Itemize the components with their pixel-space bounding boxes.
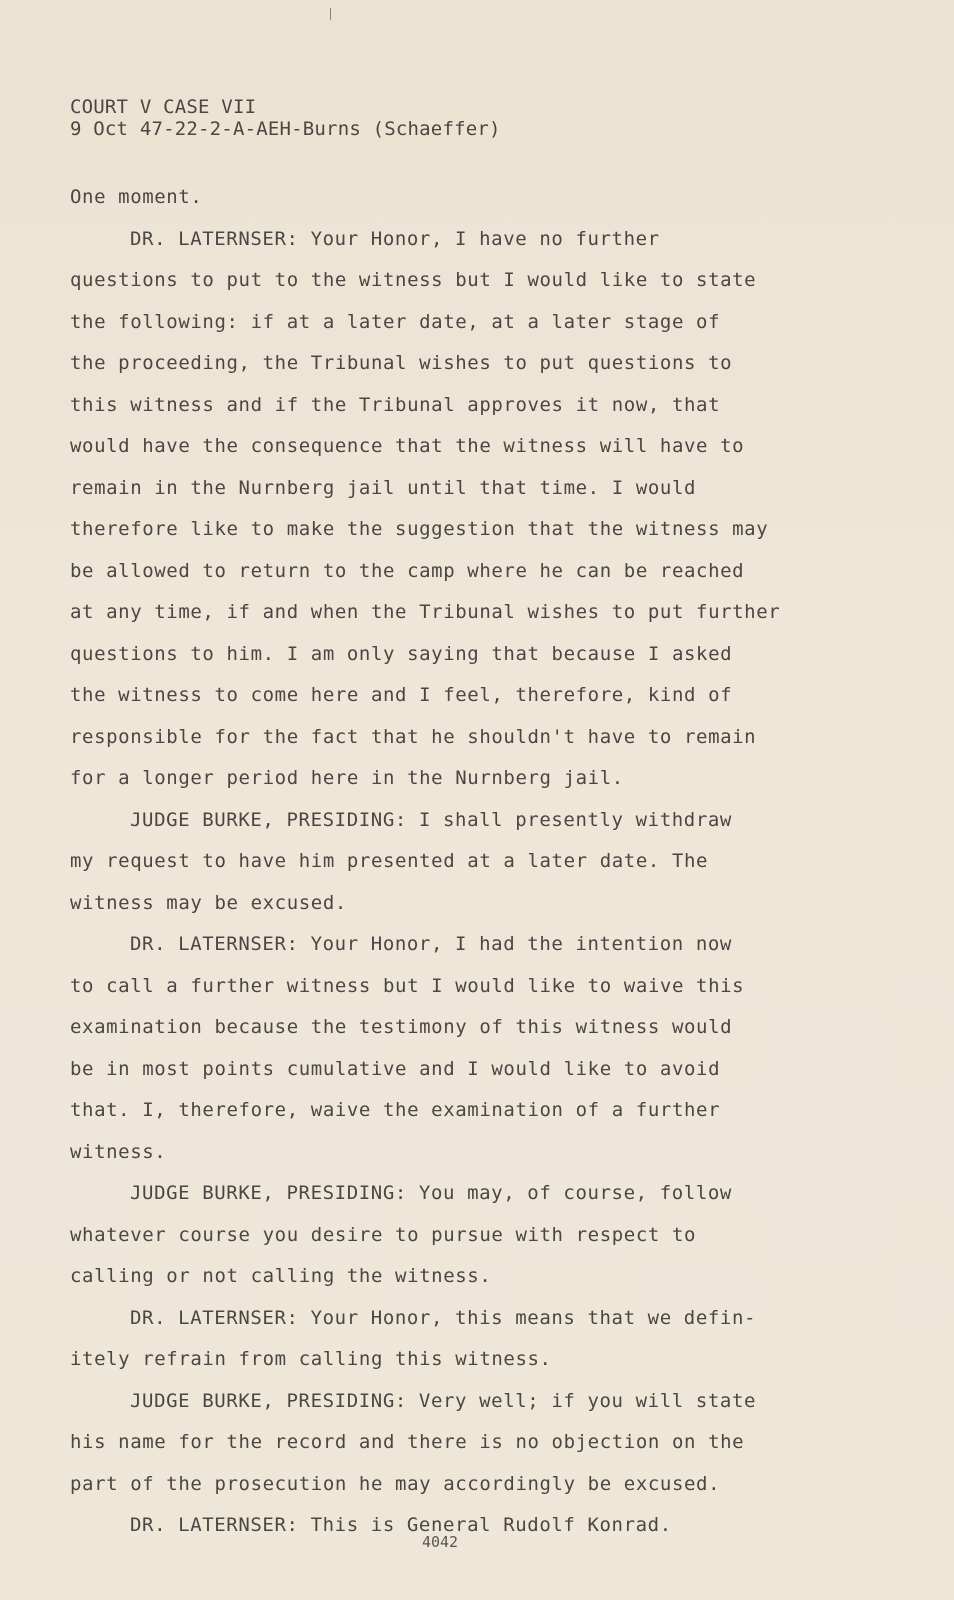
- transcript-line: at any time, if and when the Tribunal wishes to put further: [70, 601, 781, 623]
- transcript-line: responsible for the fact that he shouldn't have to remain: [70, 725, 757, 748]
- transcript-line: One moment.: [70, 186, 203, 208]
- transcript-line: part of the prosecution he may accordingly be excused.: [70, 1472, 721, 1495]
- transcript-line: his name for the record and there is no objection on the: [70, 1431, 745, 1453]
- transcript-line: examination because the testimony of this witness would: [70, 1016, 733, 1038]
- transcript-line: the proceeding, the Tribunal wishes to put questions to: [70, 352, 733, 374]
- transcript-line: DR. LATERNSER: Your Honor, I had the intention now: [130, 933, 732, 955]
- transcript-line: witness may be excused.: [70, 891, 347, 914]
- transcript-line: calling or not calling the witness.: [70, 1265, 492, 1287]
- transcript-line: questions to put to the witness but I would like to state: [70, 269, 757, 291]
- header-court-case: COURT V CASE VII: [70, 96, 257, 118]
- transcript-line: be allowed to return to the camp where he can be reached: [70, 559, 745, 582]
- transcript-line: remain in the Nurnberg jail until that time. I would: [70, 476, 697, 499]
- transcript-line: witness.: [70, 1140, 167, 1163]
- transcript-line: DR. LATERNSER: This is General Rudolf Konrad.: [130, 1514, 672, 1536]
- transcript-line: itely refrain from calling this witness.: [70, 1348, 552, 1370]
- transcript-line: whatever course you desire to pursue with respect to: [70, 1223, 697, 1246]
- transcript-line: the witness to come here and I feel, therefore, kind of: [70, 684, 733, 706]
- transcript-line: that. I, therefore, waive the examination of a further: [70, 1099, 721, 1121]
- header-date-reference: 9 Oct 47-22-2-A-AEH-Burns (Schaeffer): [70, 118, 501, 140]
- transcript-line: therefore like to make the suggestion that the witness may: [70, 518, 769, 540]
- transcript-line: this witness and if the Tribunal approves it now, that: [70, 393, 721, 416]
- transcript-line: questions to him. I am only saying that because I asked: [70, 642, 733, 665]
- transcript-line: my request to have him presented at a later date. The: [70, 850, 709, 872]
- transcript-line: would have the consequence that the witness will have to: [70, 435, 745, 457]
- transcript-line: DR. LATERNSER: Your Honor, I have no further: [130, 227, 660, 250]
- transcript-line: for a longer period here in the Nurnberg jail.: [70, 767, 624, 789]
- transcript-line: JUDGE BURKE, PRESIDING: You may, of course, follow: [130, 1182, 732, 1204]
- transcript-line: the following: if at a later date, at a later stage of: [70, 310, 721, 333]
- transcript-line: be in most points cumulative and I would like to avoid: [70, 1057, 721, 1080]
- paper-mark: [330, 8, 331, 20]
- transcript-line: JUDGE BURKE, PRESIDING: Very well; if you will state: [130, 1389, 757, 1412]
- transcript-line: JUDGE BURKE, PRESIDING: I shall presently withdraw: [130, 808, 732, 831]
- page-number: 4042: [421, 1533, 459, 1551]
- document-header: [70, 96, 501, 140]
- transcript-line: DR. LATERNSER: Your Honor, this means that we defin-: [130, 1306, 757, 1329]
- transcript-line: to call a further witness but I would like to waive this: [70, 974, 745, 997]
- transcript-body: [70, 177, 910, 1547]
